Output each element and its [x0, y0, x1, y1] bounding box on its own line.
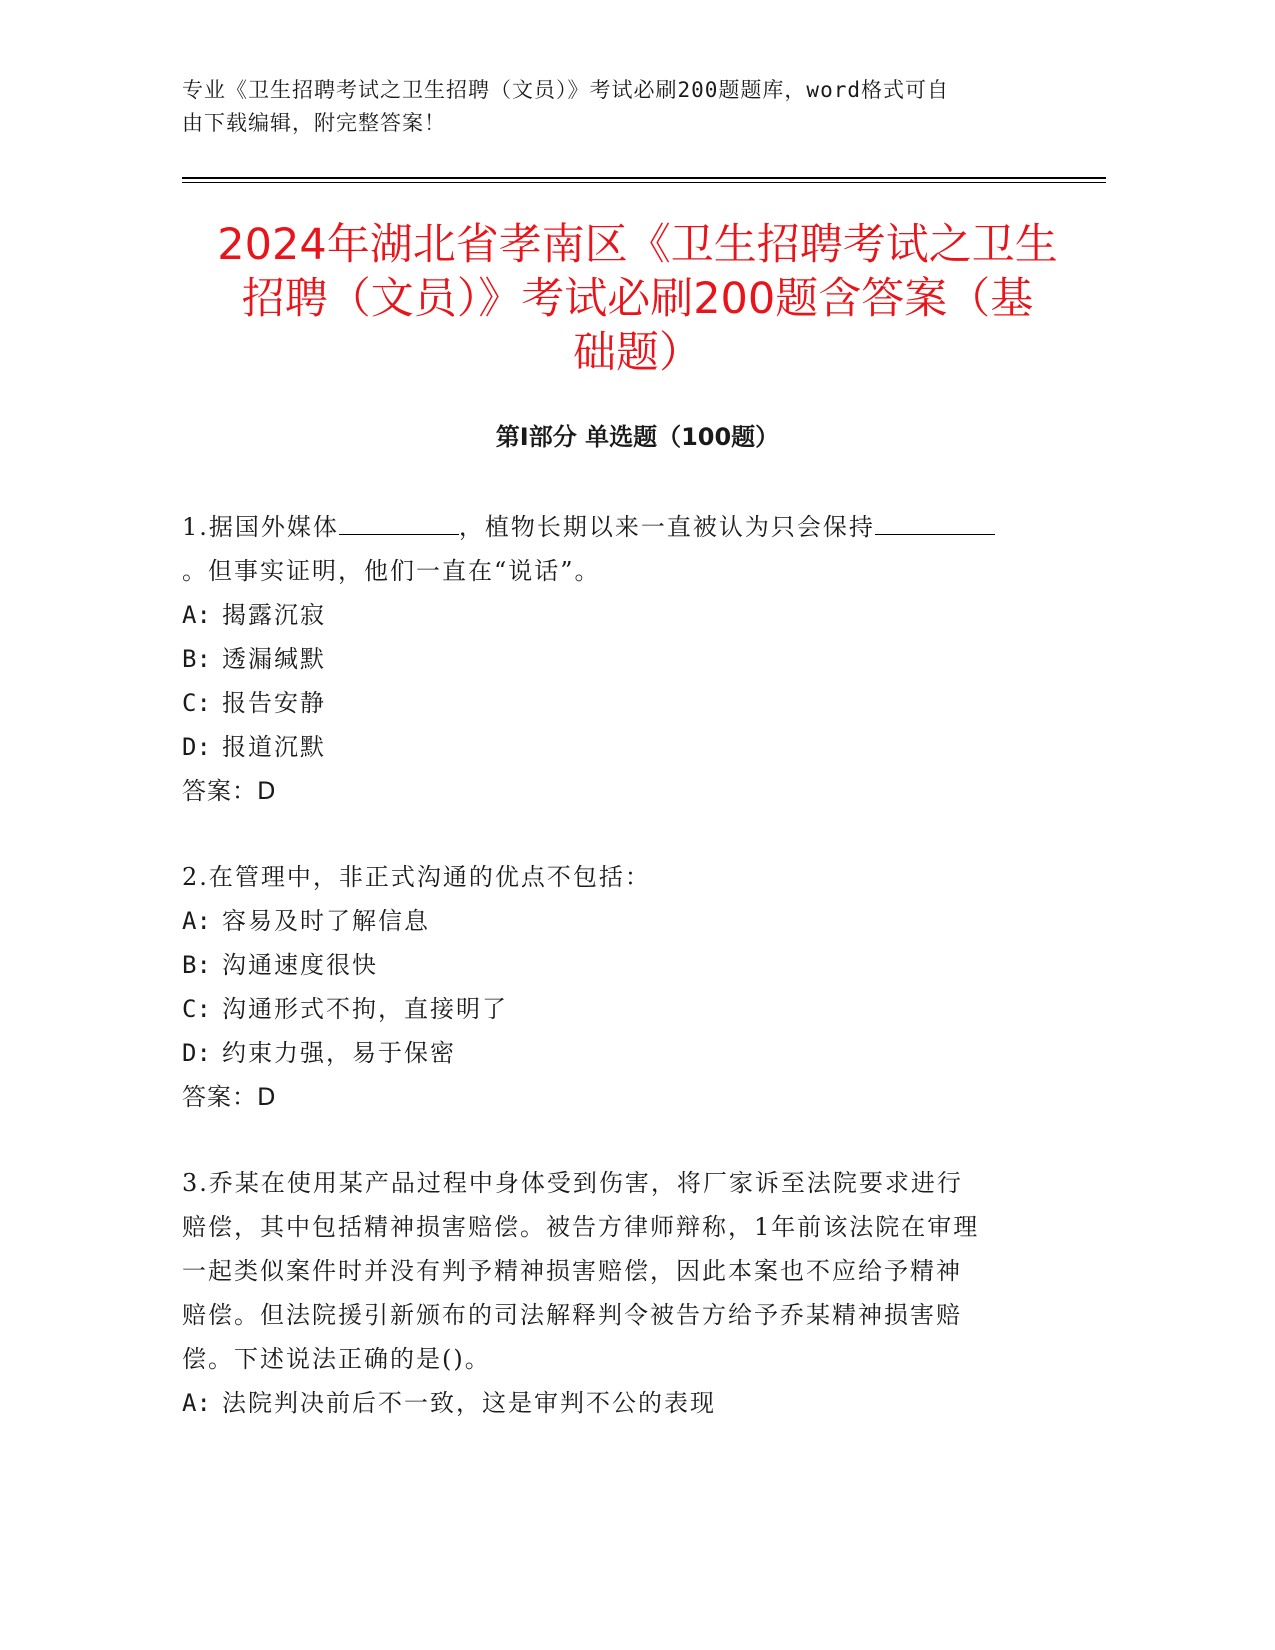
stem-line: 赔偿，其中包括精神损害赔偿。被告方律师辩称，1年前该法院在审理: [182, 1213, 980, 1241]
answer-line: 答案：D: [182, 777, 277, 805]
option-c: [182, 987, 1042, 1031]
option-text: 报道沉默: [222, 733, 326, 761]
option-c: [182, 681, 1042, 725]
title-line-2: 招聘（文员）》考试必刷200题含答案（基: [241, 274, 1034, 324]
title-line-1: 2024年湖北省孝南区《卫生招聘考试之卫生: [217, 220, 1058, 270]
option-key: A:: [182, 601, 211, 629]
option-text: 报告安静: [222, 689, 326, 717]
stem-line: 一起类似案件时并没有判予精神损害赔偿，因此本案也不应给予精神: [182, 1257, 962, 1285]
fill-blank: [339, 506, 459, 535]
option-key: A:: [182, 1389, 211, 1417]
title-line-3: 础题）: [573, 328, 702, 378]
option-key: D:: [182, 733, 211, 761]
option-d: [182, 1031, 1042, 1075]
option-text: 法院判决前后不一致，这是审判不公的表现: [222, 1389, 716, 1417]
header-note-line-1: 专业《卫生招聘考试之卫生招聘（文员）》考试必刷200题题库，word格式可自: [182, 78, 949, 102]
option-b: [182, 637, 1042, 681]
option-key: C:: [182, 689, 211, 717]
stem-text: 1.据国外媒体: [182, 513, 339, 541]
option-a: [182, 593, 1042, 637]
stem-line: 赔偿。但法院援引新颁布的司法解释判令被告方给予乔某精神损害赔: [182, 1301, 962, 1329]
stem-text: ，植物长期以来一直被认为只会保持: [458, 513, 875, 541]
document-title: [170, 218, 1105, 380]
stem-line: 3.乔某在使用某产品过程中身体受到伤害，将厂家诉至法院要求进行: [182, 1169, 963, 1197]
header-divider-thin: [182, 182, 1106, 183]
option-text: 透漏缄默: [222, 645, 326, 673]
fill-blank: [875, 506, 995, 535]
option-text: 容易及时了解信息: [222, 907, 430, 935]
header-note: [182, 74, 1062, 140]
stem-text: 。但事实证明，他们一直在“说话”。: [182, 557, 601, 585]
option-text: 约束力强，易于保密: [222, 1039, 456, 1067]
header-divider-thick: [182, 177, 1106, 179]
header-note-line-2: 由下载编辑，附完整答案！: [182, 111, 446, 135]
option-a: [182, 899, 1042, 943]
option-a: [182, 1381, 1042, 1425]
option-key: A:: [182, 907, 211, 935]
stem-line: 偿。下述说法正确的是()。: [182, 1345, 491, 1373]
option-key: B:: [182, 645, 211, 673]
section-title: 第Ⅰ部分 单选题（100题）: [495, 423, 780, 451]
option-key: D:: [182, 1039, 211, 1067]
option-key: C:: [182, 995, 211, 1023]
question-3: [182, 1161, 1042, 1425]
option-text: 沟通形式不拘，直接明了: [222, 995, 508, 1023]
answer-line: 答案：D: [182, 1083, 277, 1111]
option-text: 沟通速度很快: [222, 951, 378, 979]
question-stem: [182, 1161, 1042, 1381]
question-list: [182, 505, 1042, 1467]
question-2: [182, 855, 1042, 1119]
question-stem: 2.在管理中，非正式沟通的优点不包括：: [182, 863, 651, 891]
option-text: 揭露沉寂: [222, 601, 326, 629]
option-d: [182, 725, 1042, 769]
question-stem: [182, 505, 1042, 593]
option-key: B:: [182, 951, 211, 979]
question-1: [182, 505, 1042, 813]
option-b: [182, 943, 1042, 987]
